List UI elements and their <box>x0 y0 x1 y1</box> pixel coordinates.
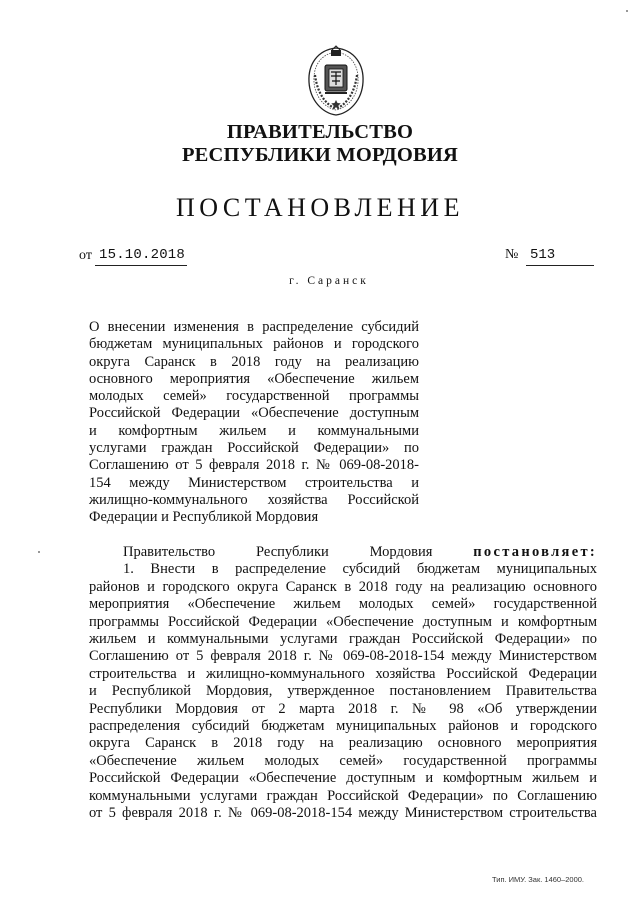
body-line: распределения субсидий бюджетам муниципальных районов и городского <box>89 718 597 735</box>
body-line: 1. Внести в распределение субсидий бюджетам муниципальных <box>123 561 597 578</box>
body-line: и Республикой Мордовия, утвержденное постановлением Правительства <box>89 683 597 700</box>
body-line: районов и городского округа Саранск в 2018 году на реализацию основного <box>89 578 597 595</box>
subject-line: жилищно-коммунального хозяйства Российской <box>89 491 419 508</box>
number-prefix: № <box>505 247 519 262</box>
subject-line: бюджетам муниципальных районов и городского <box>89 336 419 353</box>
intro-text: Правительство Республики Мордовия <box>123 544 474 560</box>
body-line: мероприятия «Обеспечение жильем молодых семей» государственной <box>89 596 597 613</box>
date-underline <box>95 265 187 266</box>
government-title-line1: ПРАВИТЕЛЬСТВО <box>226 121 414 143</box>
subject-line: основного мероприятия «Обеспечение жильем <box>89 370 419 387</box>
subject-line: и комфортным жильем и коммунальными <box>89 422 419 439</box>
body-line: Республики Мордовия от 2 марта 2018 г. № 98 «Об утверждении <box>89 700 597 717</box>
print-info: Тип. ИМУ. Зак. 1460–2000. <box>492 875 585 884</box>
number-underline <box>526 265 594 266</box>
body-line: коммунальными услугами граждан Российской Федерации» по Соглашению <box>89 787 597 804</box>
body-line: от 5 февраля 2018 г. № 069-08-2018-154 между Министерством строительства <box>89 805 597 822</box>
decree-verb: постановляет: <box>473 544 597 560</box>
document-body <box>89 544 597 823</box>
city: г. Саранск <box>289 275 369 287</box>
subject-line: округа Саранск в 2018 году на реализацию <box>89 353 419 370</box>
body-line: «Обеспечение жильем молодых семей» государственной программы <box>89 752 597 769</box>
body-line: строительства и жилищно-коммунального хозяйства Российской Федерации <box>89 665 597 682</box>
body-line: Российской Федерации «Обеспечение доступным и комфортным жильем и <box>89 770 597 787</box>
body-line: программы Российской Федерации «Обеспечение доступным и комфортным <box>89 613 597 630</box>
subject-line: Федерации и Республикой Мордовия <box>89 509 319 526</box>
document-date: 15.10.2018 <box>99 247 186 263</box>
document-subject <box>89 319 419 527</box>
scan-speck <box>38 551 40 553</box>
subject-line: Соглашению от 5 февраля 2018 г. № 069-08-2018- <box>89 457 419 474</box>
subject-line: 154 между Министерством строительства и <box>89 474 419 491</box>
body-line: округа Саранск в 2018 году на реализацию основного мероприятия <box>89 735 597 752</box>
scan-speck <box>626 10 628 12</box>
coat-of-arms-icon <box>303 45 369 117</box>
document-number: 513 <box>530 247 556 263</box>
date-prefix: от <box>79 248 92 263</box>
subject-line: Российской Федерации «Обеспечение доступным <box>89 405 419 422</box>
intro-line <box>89 544 597 561</box>
subject-line: услугами граждан Российской Федерации» по <box>89 440 419 457</box>
subject-line: молодых семей» государственной программы <box>89 388 419 405</box>
subject-line: О внесении изменения в распределение субсидий <box>89 319 419 335</box>
body-line: жильем и коммунальными услугами граждан Российской Федерации» по <box>89 631 597 648</box>
body-line: Соглашению от 5 февраля 2018 г. № 069-08-2018-154 между Министерством <box>89 648 597 665</box>
government-title-line2: РЕСПУБЛИКИ МОРДОВИЯ <box>181 144 459 166</box>
document-type-title: ПОСТАНОВЛЕНИЕ <box>176 193 464 222</box>
